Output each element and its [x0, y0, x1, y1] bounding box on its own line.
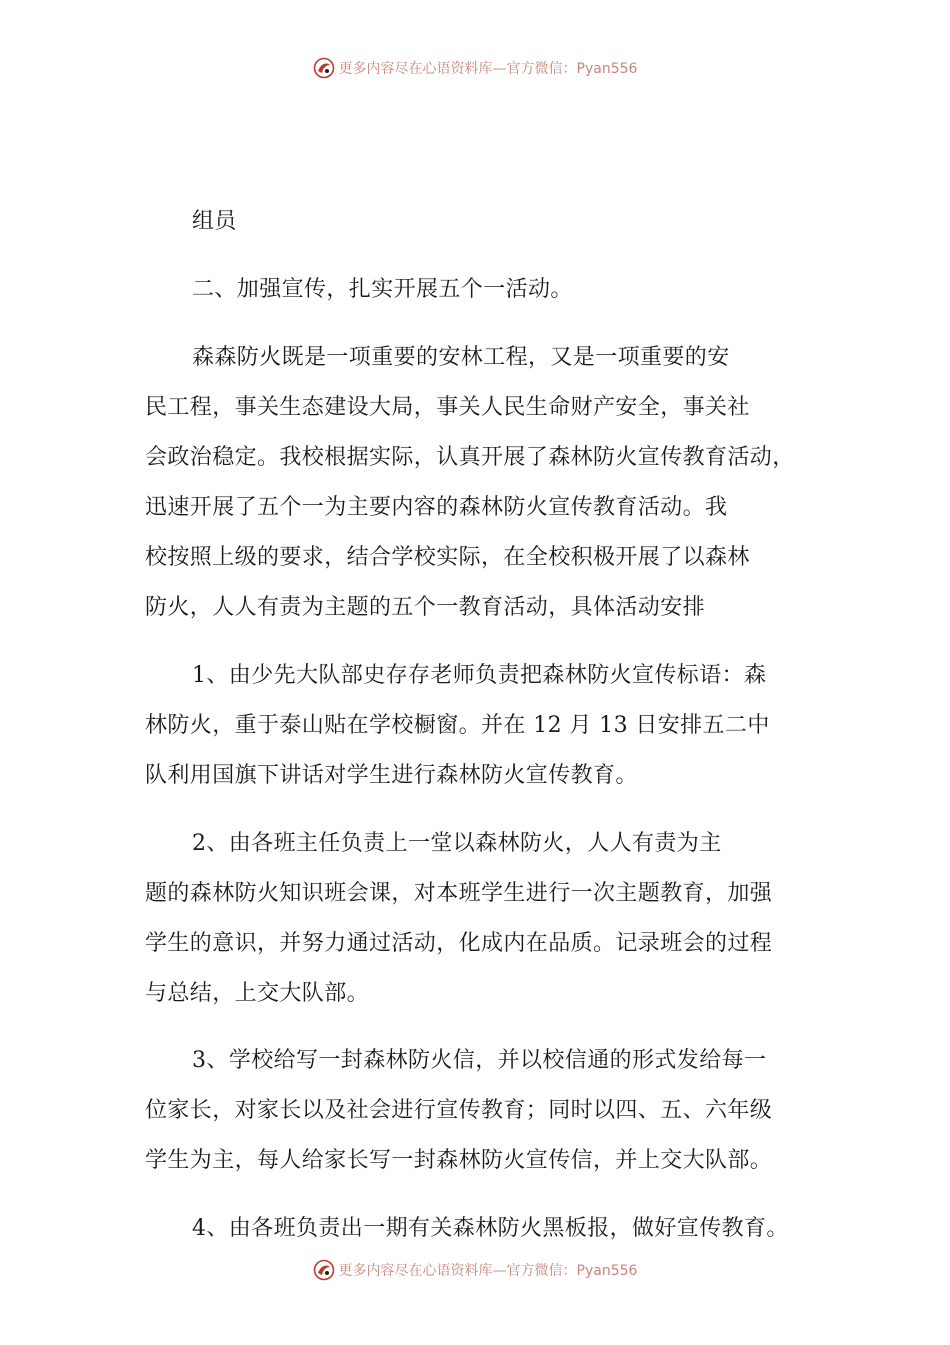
- text-line: 森森防火既是一项重要的安林工程，又是一项重要的安: [192, 345, 730, 370]
- text-line: 1、由少先大队部史存存老师负责把森林防火宣传标语：森: [192, 663, 767, 688]
- watermark-wechat-label: 官方微信：: [506, 1263, 577, 1279]
- brand-logo-icon: [313, 57, 335, 79]
- text-line: 队利用国旗下讲话对学生进行森林防火宣传教育。: [145, 763, 638, 788]
- watermark-site-text: 更多内容尽在心语资料库—: [338, 61, 507, 77]
- footer-watermark: [0, 1256, 950, 1284]
- watermark-wechat-id: Pyan556: [576, 1263, 638, 1279]
- text-line: 防火，人人有责为主题的五个一教育活动，具体活动安排: [145, 595, 706, 620]
- text-line: 林防火，重于泰山贴在学校橱窗。并在 12 月 13 日安排五二中: [145, 713, 770, 738]
- text-line: 校按照上级的要求，结合学校实际，在全校积极开展了以森林: [145, 545, 750, 570]
- text-line: 迅速开展了五个一为主要内容的森林防火宣传教育活动。我: [145, 495, 728, 520]
- watermark-wechat-id: Pyan556: [576, 61, 638, 77]
- watermark-site-text: 更多内容尽在心语资料库—: [338, 1263, 507, 1279]
- text-line: 与总结，上交大队部。: [145, 981, 370, 1006]
- text-line: 民工程，事关生态建设大局，事关人民生命财产安全，事关社: [145, 395, 750, 420]
- brand-logo-icon: [313, 1259, 335, 1281]
- text-line: 学生的意识，并努力通过活动，化成内在品质。记录班会的过程: [145, 931, 773, 956]
- text-line: 4、由各班负责出一期有关森林防火黑板报，做好宣传教育。: [192, 1216, 789, 1241]
- watermark-text: [339, 1260, 638, 1280]
- header-watermark: [0, 54, 950, 82]
- text-line: 组员: [192, 209, 237, 234]
- text-line: 会政治稳定。我校根据实际，认真开展了森林防火宣传教育活动，: [145, 445, 795, 470]
- text-line: 题的森林防火知识班会课，对本班学生进行一次主题教育，加强: [145, 881, 773, 906]
- text-line: 3、学校给写一封森林防火信，并以校信通的形式发给每一: [192, 1048, 767, 1073]
- text-line: 2、由各班主任负责上一堂以森林防火，人人有责为主: [192, 831, 722, 856]
- watermark-wechat-label: 官方微信：: [506, 61, 577, 77]
- text-line: 学生为主，每人给家长写一封森林防火宣传信，并上交大队部。: [145, 1148, 773, 1173]
- section-heading: 二、加强宣传，扎实开展五个一活动。: [192, 277, 573, 302]
- watermark-text: [339, 58, 638, 78]
- text-line: 位家长，对家长以及社会进行宣传教育；同时以四、五、六年级: [145, 1098, 773, 1123]
